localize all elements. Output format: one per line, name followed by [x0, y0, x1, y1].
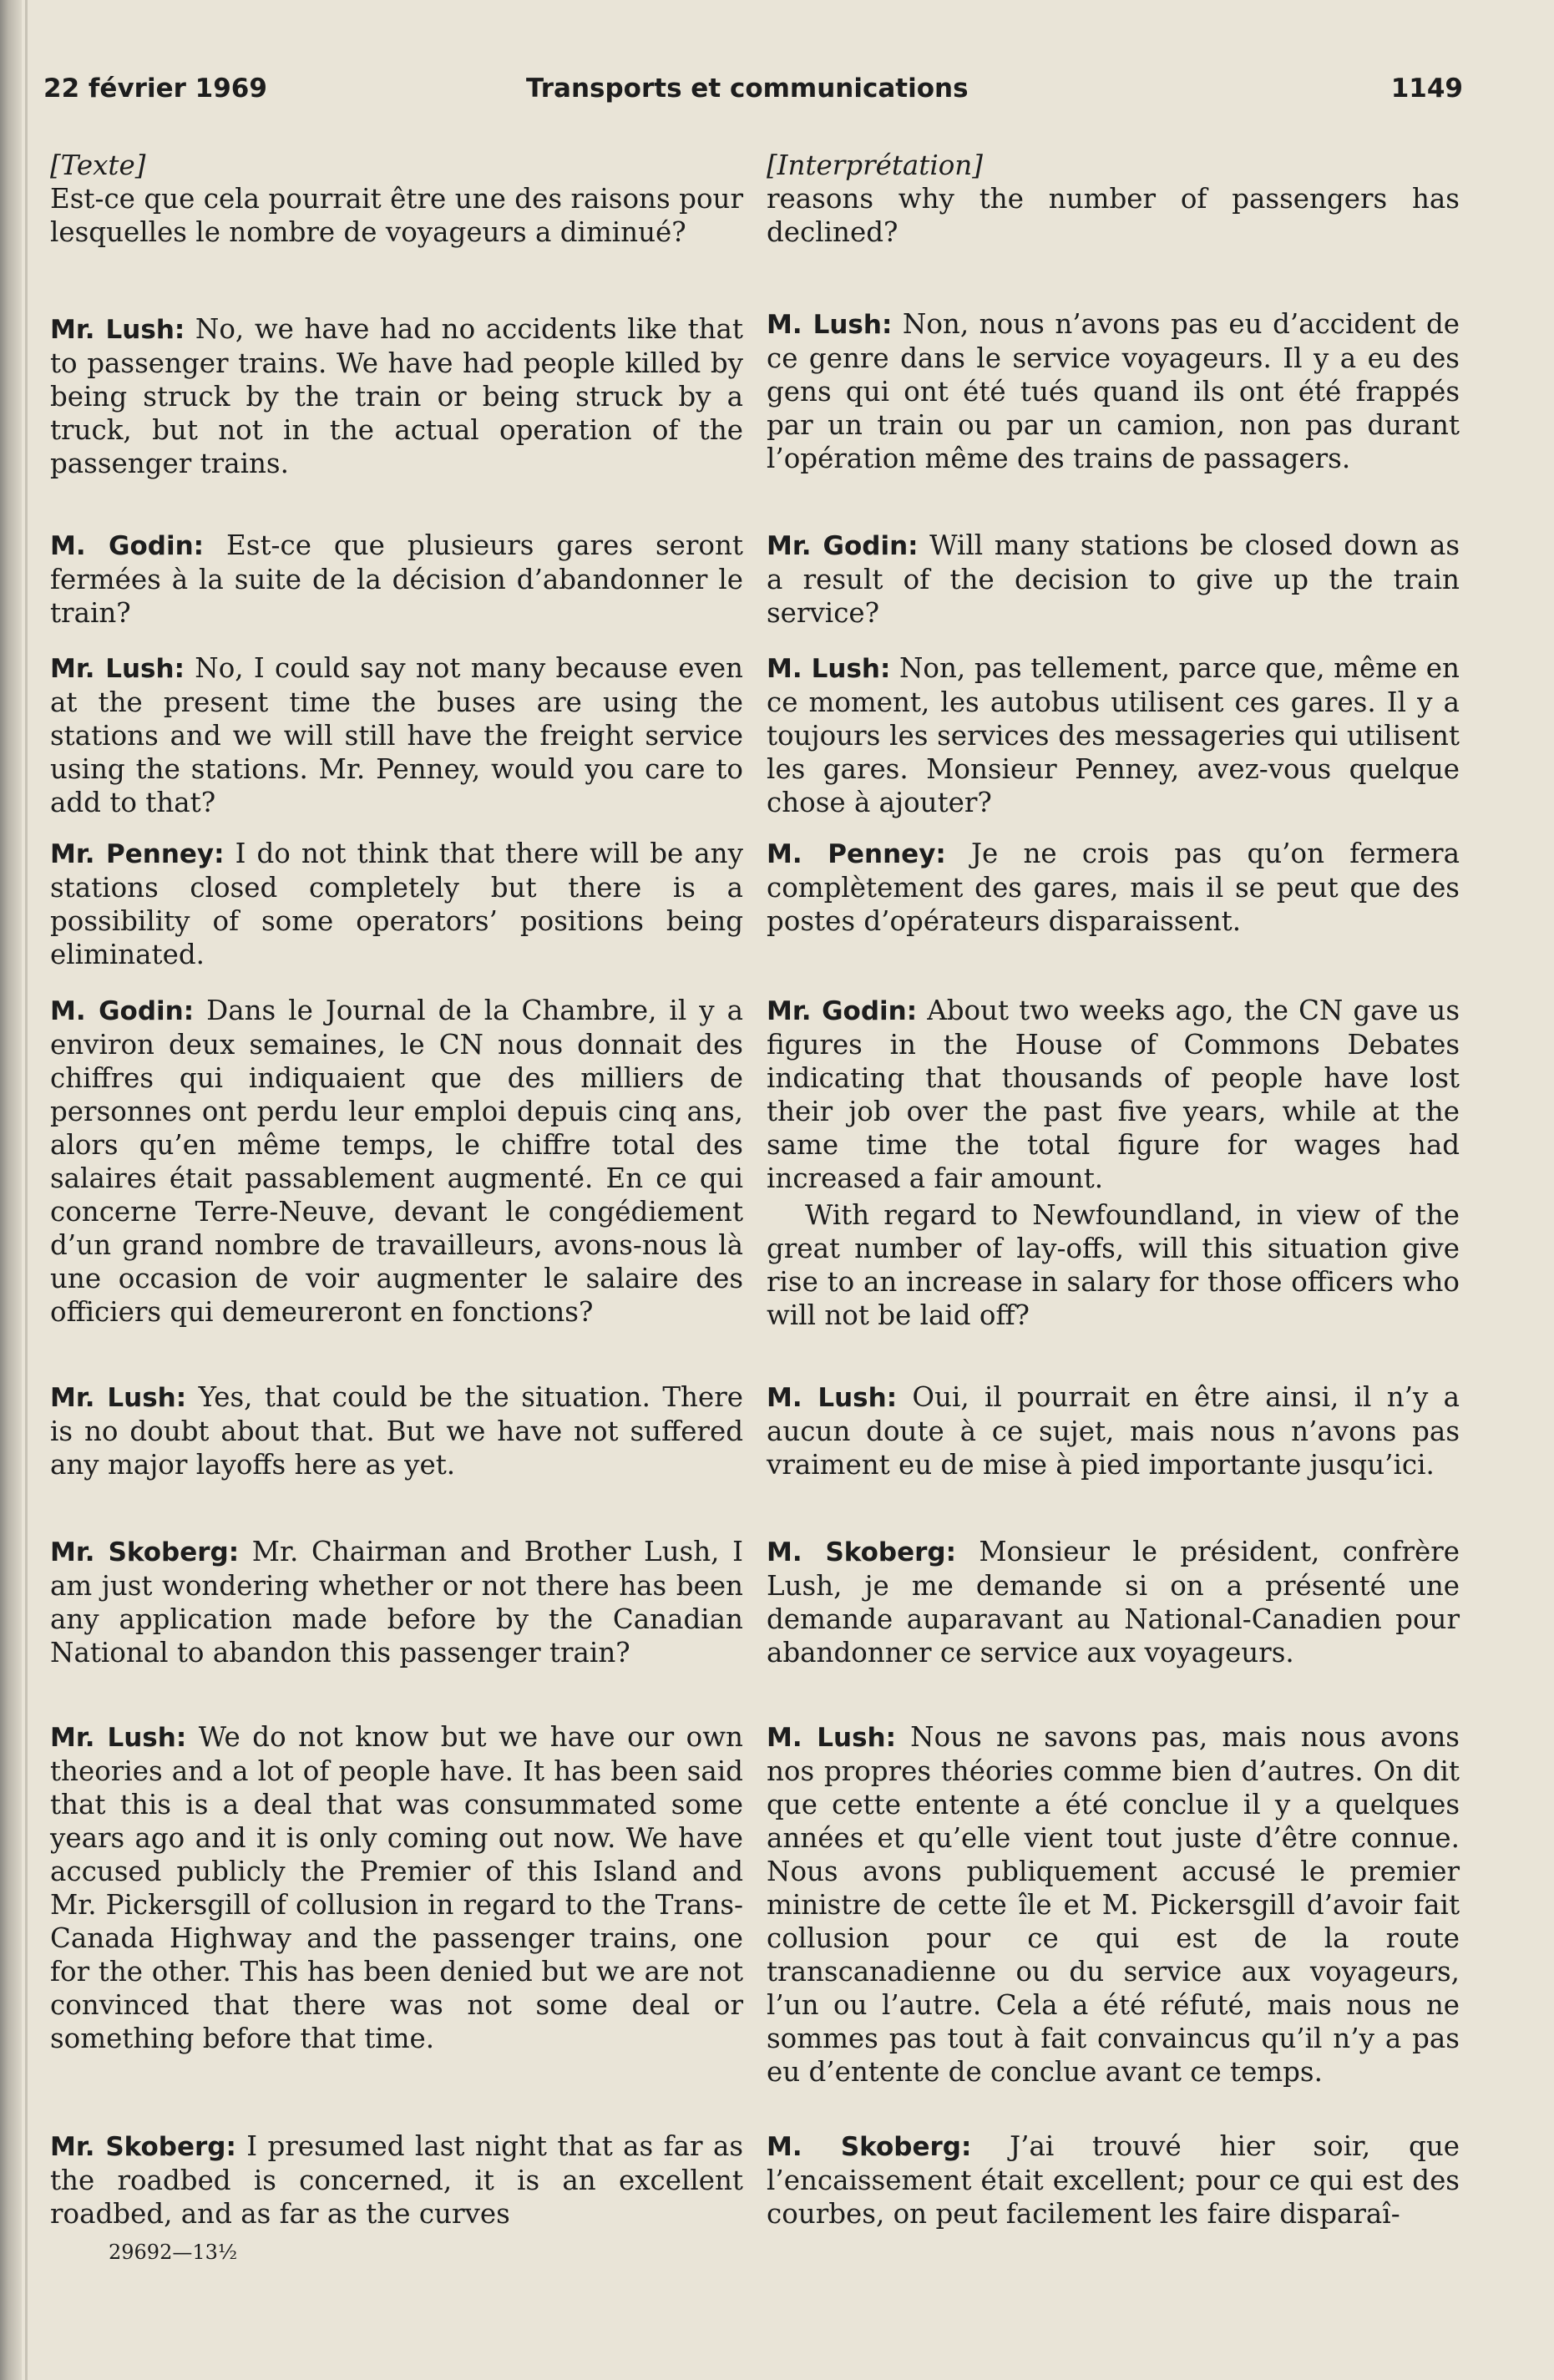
left-block-4	[50, 837, 743, 971]
header-page-number: 1149	[1390, 73, 1463, 104]
right-paragraph-0: reasons why the number of passengers has declined?	[767, 183, 1460, 248]
statement-text: Oui, il pourrait en être ainsi, il n’y a aucun doute à ce sujet, mais nous n’avons pas vraiment eu de mise à pied importante jusqu’ici.	[767, 1381, 1460, 1481]
statement-text: Dans le Journal de la Chambre, il y a environ deux semaines, le CN nous donnait des chiffres qui indiquaient que des milliers de personnes ont perdu leur emploi depuis cinq ans, alors qu’en même temps, le chiffre total des salaires était passablement augmenté. En ce qui concerne Terre-Neuve, devant le congédiement d’un grand nombre de travailleurs, avons-nous là une occasion de voir augmenter le salaire des officiers qui demeureront en fonctions?	[50, 995, 743, 1328]
speaker-label: M. Lush:	[767, 1723, 896, 1753]
right-block-9	[767, 2129, 1460, 2231]
speaker-label: Mr. Godin:	[767, 531, 919, 561]
speaker-label: M. Godin:	[50, 531, 205, 561]
speaker-label: M. Lush:	[767, 654, 891, 684]
statement-text: Est-ce que plusieurs gares seront fermées à la suite de la décision d’abandonner le train?	[50, 529, 743, 629]
footer-print-code: 29692—13½	[109, 2241, 238, 2264]
statement-text: Will many stations be closed down as a result of the decision to give up the train service?	[767, 529, 1460, 629]
right-block-2	[767, 529, 1460, 630]
right-block-5	[767, 994, 1460, 1332]
left-block-7	[50, 1535, 743, 1669]
statement-text: Non, pas tellement, parce que, même en ce moment, les autobus utilisent ces gares. Il y a toujours les services des messageries qui utilisent les gares. Monsieur Penney, avez-vous quelque chose à ajouter?	[767, 652, 1460, 818]
left-paragraph-0: Est-ce que cela pourrait être une des raisons pour lesquelles le nombre de voyageurs a diminué?	[50, 183, 743, 248]
speaker-label: Mr. Lush:	[50, 315, 185, 345]
statement-continuation: With regard to Newfoundland, in view of the great number of lay-offs, will this situation give rise to an increase in salary for those officers who will not be laid off?	[767, 1199, 1460, 1331]
right-block-1	[767, 307, 1460, 475]
statement-text: Monsieur le président, confrère Lush, je me demande si on a présenté une demande auparavant au National-Canadien pour abandonner ce service aux voyageurs.	[767, 1536, 1460, 1669]
speaker-label: M. Godin:	[50, 996, 195, 1026]
statement-text: Mr. Chairman and Brother Lush, I am just wondering whether or not there has been any application made before by the Canadian National to abandon this passenger train?	[50, 1536, 743, 1669]
right-section-label: [Interprétation]	[767, 149, 983, 181]
left-block-9	[50, 2129, 743, 2231]
statement-text: No, we have had no accidents like that to passenger trains. We have had people killed by being struck by the train or being struck by a truck, but not in the actual operation of the passenger trains.	[50, 313, 743, 479]
speaker-label: Mr. Penney:	[50, 839, 225, 869]
page-binding-shadow	[0, 0, 22, 2380]
right-block-0	[767, 149, 1460, 249]
statement-text: Nous ne savons pas, mais nous avons nos propres théories comme bien d’autres. On dit que cette entente a été conclue il y a quelques années et qu’elle vient tout juste d’être connue. Nous avons publiquement accusé le premier ministre de cette île et M. Pickersgill d’avoir fait collusion pour ce qui est de la route transcanadienne ou du service aux voyageurs, l’un ou l’autre. Cela a été réfuté, mais nous ne sommes pas tout à fait convaincus qu’il n’y a pas eu d’entente de conclue avant ce temps.	[767, 1721, 1460, 2088]
speaker-label: M. Lush:	[767, 310, 893, 340]
header-date: 22 février 1969	[43, 73, 267, 104]
left-block-5	[50, 994, 743, 1329]
statement-text: Non, nous n’avons pas eu d’accident de ce genre dans le service voyageurs. Il y a eu des gens qui ont été tués quand ils ont été frappés par un train ou par un camion, non pas durant l’opération même des trains de passagers.	[767, 308, 1460, 474]
right-block-8	[767, 1720, 1460, 2089]
right-block-7	[767, 1535, 1460, 1669]
left-block-2	[50, 529, 743, 630]
right-block-4	[767, 837, 1460, 938]
speaker-label: M. Skoberg:	[767, 1537, 956, 1567]
statement-text: No, I could say not many because even at the present time the buses are using the stations and we will still have the freight service using the stations. Mr. Penney, would you care to add to that?	[50, 652, 743, 818]
speaker-label: Mr. Skoberg:	[50, 2132, 236, 2162]
speaker-label: Mr. Godin:	[767, 996, 918, 1026]
statement-text: Je ne crois pas qu’on fermera complètement des gares, mais il se peut que des postes d’opérateurs disparaissent.	[767, 838, 1460, 937]
speaker-label: Mr. Lush:	[50, 1383, 187, 1413]
left-block-3	[50, 651, 743, 819]
statement-text: I presumed last night that as far as the roadbed is concerned, it is an excellent roadbed, and as far as the curves	[50, 2130, 743, 2230]
right-block-3	[767, 651, 1460, 819]
header-title: Transports et communications	[526, 73, 969, 104]
speaker-label: M. Penney:	[767, 839, 946, 869]
statement-text: We do not know but we have our own theories and a lot of people have. It has been said that this is a deal that was consummated some years ago and it is only coming out now. We have accused publicly the Premier of this Island and Mr. Pickersgill of collusion in regard to the Trans-Canada Highway and the passenger trains, one for the other. This has been denied but we are not convinced that there was not some deal or something before that time.	[50, 1721, 743, 2054]
speaker-label: M. Skoberg:	[767, 2132, 972, 2162]
speaker-label: M. Lush:	[767, 1383, 898, 1413]
left-block-1	[50, 312, 743, 480]
statement-text: I do not think that there will be any stations closed completely but there is a possibility of some operators’ positions being eliminated.	[50, 838, 743, 970]
left-section-label: [Texte]	[50, 149, 146, 181]
left-block-8	[50, 1720, 743, 2055]
left-block-0	[50, 149, 743, 249]
statement-text: Yes, that could be the situation. There is no doubt about that. But we have not suffered any major layoffs here as yet.	[50, 1381, 743, 1481]
speaker-label: Mr. Skoberg:	[50, 1537, 240, 1567]
left-block-6	[50, 1380, 743, 1481]
statement-text: J’ai trouvé hier soir, que l’encaissement était excellent; pour ce qui est des courbes, on peut facilement les faire disparaî-	[767, 2130, 1460, 2230]
speaker-label: Mr. Lush:	[50, 654, 185, 684]
statement-text: About two weeks ago, the CN gave us figures in the House of Commons Debates indicating that thousands of people have lost their job over the past five years, while at the same time the total figure for wages had increased a fair amount.	[767, 995, 1460, 1194]
page-edge-line	[25, 0, 28, 2380]
speaker-label: Mr. Lush:	[50, 1723, 187, 1753]
right-block-6	[767, 1380, 1460, 1481]
page-header	[43, 73, 1463, 117]
